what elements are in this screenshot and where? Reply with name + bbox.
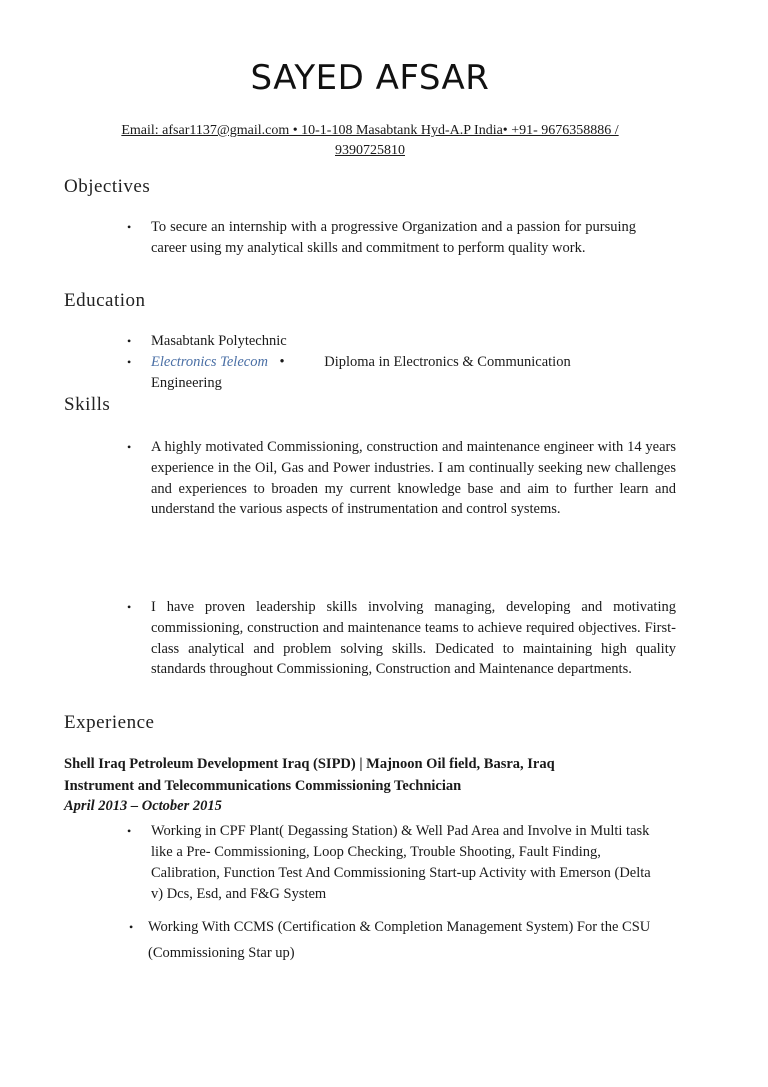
experience-text: Working in CPF Plant( Degassing Station) & Well Pad Area and Involve in Multi task like a Pre- Commissioning, Loop Checking, Trouble Shooting, Fault Finding, Calibration, Function Test And Commissioning Start-up Activity with Emerson (Delta v) Dcs, Esd, and F&G System: [151, 823, 651, 902]
objectives-list: [124, 217, 636, 259]
skills-list-2: [124, 597, 676, 680]
experience-heading: Experience: [64, 712, 155, 733]
bullet-icon: •: [127, 600, 132, 614]
employment-dates: April 2013 – October 2015: [64, 798, 222, 814]
experience-list: [124, 821, 654, 905]
bullet-icon: •: [129, 920, 134, 934]
experience-text: Working With CCMS (Certification & Completion Management System) For the CSU (Commissioning Star up): [148, 919, 651, 961]
company-line: Shell Iraq Petroleum Development Iraq (SIPD) | Majnoon Oil field, Basra, Iraq: [64, 756, 555, 772]
objective-text: To secure an internship with a progressive Organization and a passion for pursuing career using my analytical skills and commitment to perform quality work.: [151, 219, 636, 256]
skill-text: I have proven leadership skills involving managing, developing and motivating commissioning, construction and maintenance teams to achieve required objectives. First-class analytical and problem solving skills. Dedicated to maintaining high quality standards throughout Commissioning, Construction and Maintenance departments.: [151, 599, 676, 678]
education-institute: Masabtank Polytechnic: [151, 333, 287, 349]
list-item: [124, 821, 654, 905]
bullet-icon: •: [127, 220, 132, 234]
contact-info[interactable]: [80, 121, 660, 161]
inline-bullet: •: [279, 353, 285, 370]
contact-line-2[interactable]: 9390725810: [335, 143, 405, 158]
skills-heading: Skills: [64, 394, 111, 415]
candidate-name: SAYED AFSAR: [250, 58, 490, 98]
list-item: [124, 597, 676, 680]
bullet-icon: •: [127, 824, 132, 838]
education-list: [124, 331, 676, 393]
bullet-icon: •: [127, 354, 132, 369]
objectives-heading: Objectives: [64, 176, 151, 197]
list-item: [124, 331, 676, 352]
education-degree: Diploma in Electronics & Communication: [324, 353, 571, 370]
education-major: Electronics Telecom: [151, 353, 268, 370]
skills-list: [124, 437, 676, 520]
employer-block: [64, 753, 684, 797]
list-item: [124, 437, 676, 520]
experience-list-2: [126, 914, 678, 966]
skill-text: A highly motivated Commissioning, construction and maintenance engineer with 14 years experience in the Oil, Gas and Power industries. I am continually seeking new challenges and experiences to broaden my current knowledge base and aim to further learn and understand the various aspects of instrumentation and control systems.: [151, 439, 676, 518]
list-item: [124, 217, 636, 259]
education-heading: Education: [64, 290, 146, 311]
contact-line-1[interactable]: Email: afsar1137@gmail.com • 10-1-108 Masabtank Hyd-A.P India• +91- 9676358886 /: [121, 123, 619, 138]
bullet-icon: •: [127, 440, 132, 454]
bullet-icon: •: [127, 334, 132, 348]
list-item: [126, 914, 678, 966]
list-item: [124, 352, 676, 394]
role-line: Instrument and Telecommunications Commissioning Technician: [64, 778, 462, 794]
education-degree-cont: Engineering: [151, 374, 222, 391]
